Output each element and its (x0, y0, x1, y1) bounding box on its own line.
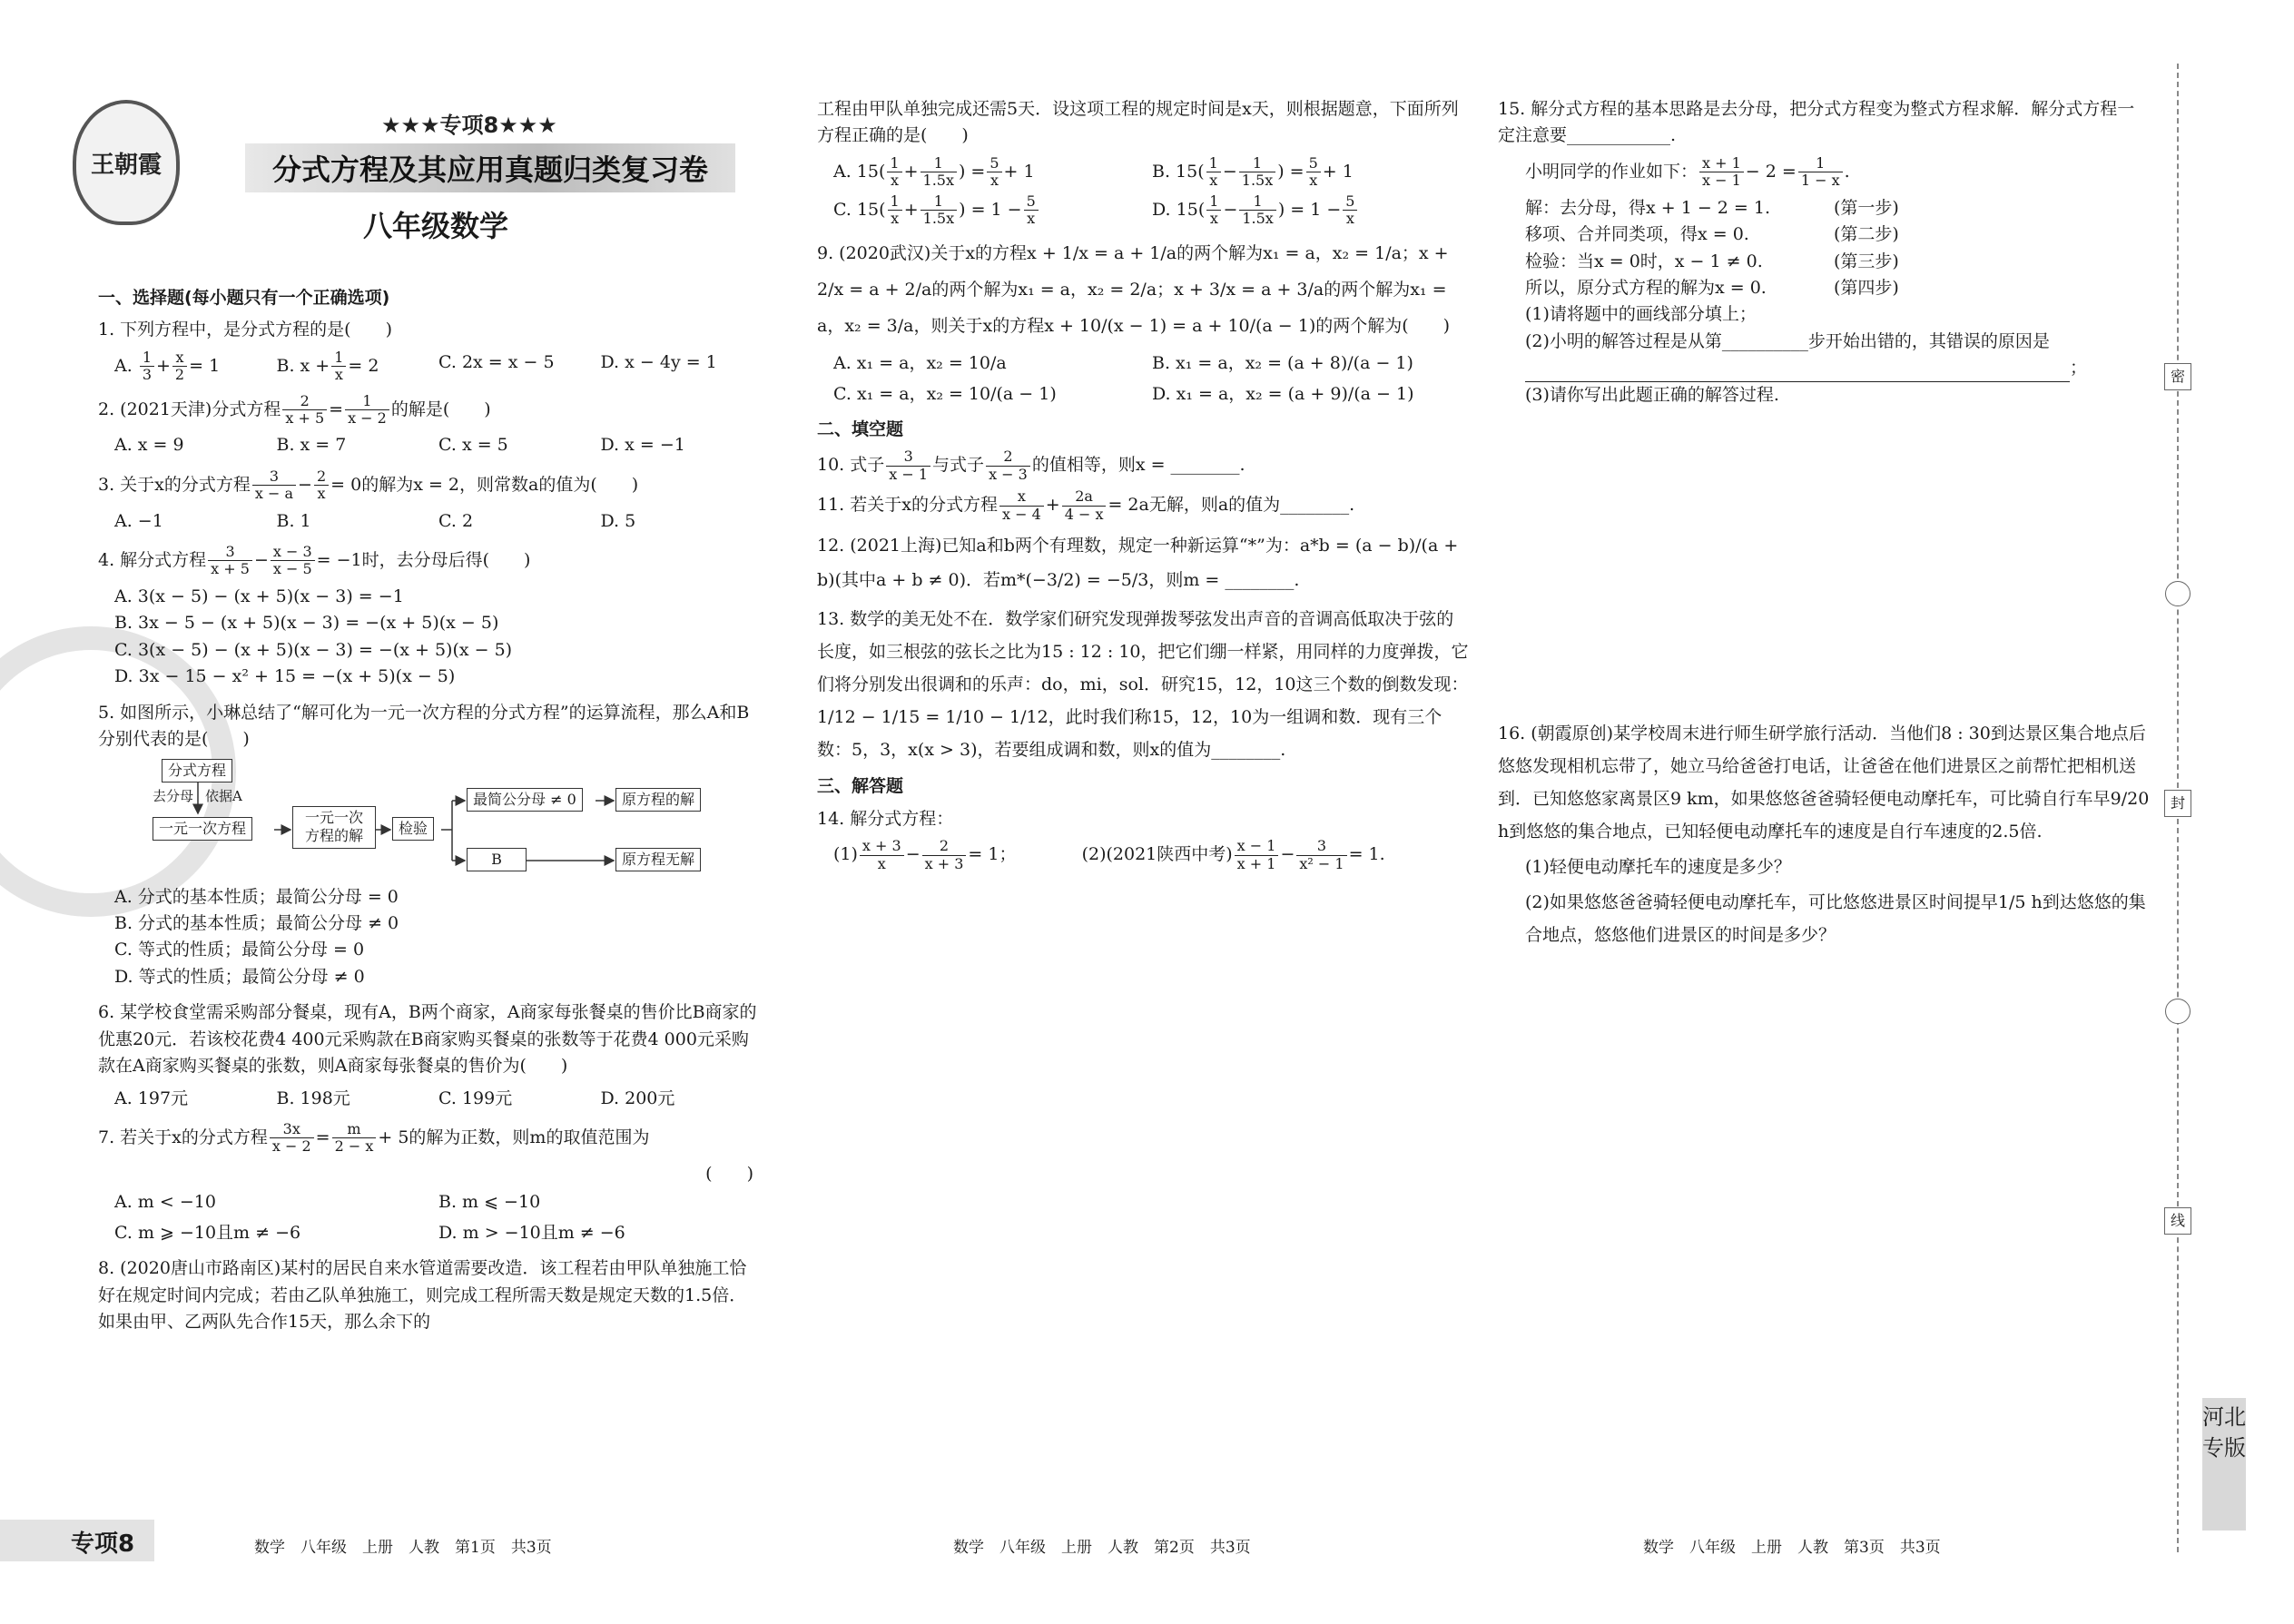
section-choice: 一、选择题(每小题只有一个正确选项) (98, 288, 390, 308)
question-14-parts: (1) $\frac{x + 3}{x}$ − $\frac{2}{x + 3}$ = 1； (2)(2021陕西中考) $\frac{x - 1}{x + 1}$ − $\frac{3}{\text{x² − 1}}$ = 1. (833, 837, 1385, 872)
seal-dot-icon (2165, 999, 2191, 1024)
question-5: 5. 如图所示，小琳总结了“解可化为一元一次方程的分式方程”的运算流程，那么A和B分别代表的是( ) (98, 702, 750, 750)
option: D. x₁ = a，x₂ = (a + 9)/(a − 1) (1152, 383, 1414, 404)
q15-steps (1525, 195, 2151, 409)
option: B. x + $\frac{1}{x}$ = 2 (276, 348, 379, 384)
footer-page-1: 数学 八年级 上册 人教 第1页 共3页 (254, 1539, 552, 1557)
question-15: 15. 解分式方程的基本思路是去分母，把分式方程变为整式方程求解．解分式方程一定注意要____________. (1498, 99, 2135, 146)
question-2: 2. (2021天津)分式方程 $\frac{2}{x + 5}$ = $\frac{1}{x - 2}$ 的解是( ) (98, 391, 491, 428)
option: A. x₁ = a，x₂ = 10/a (833, 353, 1007, 374)
option: D. 3x − 15 − x² + 15 = −(x + 5)(x − 5) (114, 666, 456, 687)
option: D. 等式的性质；最简公分母 ≠ 0 (114, 966, 365, 987)
q3-options (114, 508, 763, 535)
flow-box-fractional-equation: 分式方程 (162, 759, 232, 783)
option: B. 分式的基本性质；最简公分母 ≠ 0 (114, 912, 399, 933)
q9-options (833, 350, 1471, 408)
step-row: 移项、合并同类项，得x = 0. (第二步) (1525, 224, 1899, 245)
option: D. 15( $\frac{1}{x}$ − $\frac{1}{1.5x}$ ) = 1 − $\frac{5}{x}$ (1152, 193, 1471, 228)
option: A. 分式的基本性质；最简公分母 = 0 (114, 886, 399, 907)
option: A. $\frac{1}{3}$ + $\frac{x}{2}$ = 1 (114, 348, 221, 384)
option: C. x₁ = a，x₂ = 10/(a − 1) (833, 383, 1057, 404)
question-14: 14. 解分式方程： (817, 808, 954, 829)
title-banner (245, 143, 735, 192)
question-12: 12. (2021上海)已知a和b两个有理数，规定一种新运算“*”为：a*b = (a − b)/(a + b)(其中a + b ≠ 0)．若m*(−3/2) = −5/3，则m = ________. (817, 535, 1459, 590)
q15-sub-1: (1)请将题中的画线部分填上； (1525, 304, 1757, 325)
question-16: 16. (朝霞原创)某学校周末进行师生研学旅行活动．当他们8 : 30到达景区集合地点后悠悠发现相机忘带了，她立马给爸爸打电话，让爸爸在他们进景区之前帮忙把相机送到．已知悠悠家离景区9 km，如果悠悠爸爸骑轻便电动摩托车，可比骑自行车早9/20 h到悠悠的集合地点，已知轻便电动摩托车的速度是自行车速度的2.5倍. (1498, 723, 2150, 842)
question-1: 1. 下列方程中，是分式方程的是( ) (98, 320, 392, 340)
question-10: 10. 式子 $\frac{3}{x - 1}$ 与式子 $\frac{2}{x - 3}$ 的值相等，则x = ________. (817, 448, 1245, 483)
option: C. 2x = x − 5 (438, 351, 555, 372)
option: B. 15( $\frac{1}{x}$ − $\frac{1}{1.5x}$ ) = $\frac{5}{x}$ + 1 (1152, 153, 1354, 190)
option: C. 等式的性质；最简公分母 = 0 (114, 940, 365, 960)
question-8-cont: 工程由甲队单独完成还需5天．设这项工程的规定时间是x天，则根据题意，下面所列方程正确的是( ) (817, 99, 1459, 146)
logo-text: 王朝霞 (90, 151, 162, 179)
option: A. 15( $\frac{1}{x}$ + $\frac{1}{1.5x}$ ) = $\frac{5}{x}$ + 1 (833, 153, 1035, 190)
q2-options (114, 432, 763, 458)
q5-options (114, 884, 763, 991)
flow-box-linear-solution: 一元一次方程的解 (292, 806, 376, 850)
q7-options (114, 1189, 763, 1246)
flow-label-basis-a: 依据A (205, 787, 242, 804)
option: A. 197元 (114, 1088, 189, 1108)
q4-options (114, 584, 763, 691)
seal-dot-icon (2165, 581, 2191, 606)
flow-box-check: 检验 (392, 817, 434, 842)
seal-tag-xian: 线 (2164, 1207, 2191, 1235)
column-1 (98, 278, 763, 1341)
option: D. 200元 (600, 1088, 675, 1108)
question-9: 9. (2020武汉)关于x的方程x + 1/x = a + 1/a的两个解为x₁ = a，x₂ = 1/a；x + 2/x = a + 2/a的两个解为x₁ = a，x₂ = 2/a；x + 3/x = a + 3/a的两个解为x₁ = a，x₂ = 3/a，则关于x的方程x + 10/(x − 1) = a + 10/(a − 1)的两个解为( ) (817, 243, 1451, 337)
column-3 (1498, 96, 2151, 957)
seal-tag-feng: 封 (2164, 790, 2191, 817)
option: C. 15( $\frac{1}{x}$ + $\frac{1}{1.5x}$ ) = 1 − $\frac{5}{x}$ (833, 193, 1152, 228)
option: C. 199元 (438, 1088, 513, 1108)
step-row: 检验：当x = 0时，x − 1 ≠ 0. (第三步) (1525, 251, 1899, 271)
brand-seal-icon (73, 100, 180, 225)
page-subtitle: 八年级数学 (363, 209, 509, 243)
section-answer: 三、解答题 (817, 776, 904, 797)
question-6: 6. 某学校食堂需采购部分餐桌，现有A，B两个商家，A商家每张餐桌的售价比B商家的优惠20元．若该校花费4 400元采购款在B商家购买餐桌的张数等于花费4 000元采购款在A商家购买餐桌的张数，则A商家每张餐桌的售价为( ) (98, 1002, 757, 1077)
option: D. m > −10且m ≠ −6 (438, 1222, 625, 1243)
q7-answer-paren: ( ) (705, 1163, 753, 1184)
flow-box-linear-equation: 一元一次方程 (153, 817, 252, 842)
q8-options (833, 155, 1471, 228)
special-label: ★★★专项8★★★ (381, 113, 557, 138)
q15-homework: 小明同学的作业如下： $\frac{x + 1}{x - 1}$ − 2 = $\frac{1}{1 - x}$ . (1525, 153, 1850, 190)
option: A. −1 (114, 510, 163, 531)
option: B. x = 7 (276, 435, 347, 456)
page-title: 分式方程及其应用真题归类复习卷 (271, 153, 708, 187)
option: A. x = 9 (114, 435, 184, 456)
option: B. m ⩽ −10 (438, 1192, 541, 1213)
seal-tag-mi: 密 (2164, 363, 2191, 390)
footer-badge: 专项8 (0, 1520, 154, 1561)
option: A. 3(x − 5) − (x + 5)(x − 3) = −1 (114, 586, 404, 606)
question-4: 4. 解分式方程 $\frac{3}{x + 5}$ − $\frac{x - 3}{x - 5}$ = −1时，去分母后得( ) (98, 543, 531, 578)
q6-options (114, 1086, 763, 1112)
q16-sub-2: (2)如果悠悠爸爸骑轻便电动摩托车，可比悠悠进景区时间提早1/5 h到达悠悠的集合地点，悠悠他们进景区的时间是多少？ (1525, 891, 2146, 946)
footer-page-3: 数学 八年级 上册 人教 第3页 共3页 (1643, 1539, 1941, 1557)
option: C. 3(x − 5) − (x + 5)(x − 3) = −(x + 5)(x − 5) (114, 639, 513, 660)
question-13: 13. 数学的美无处不在．数学家们研究发现弹拨琴弦发出声音的音调高低取决于弦的长度，如三根弦的弦长之比为15 : 12 : 10，把它们绷一样紧，用同样的力度弹拨，它们将分别发出很调和的乐声：do，mi，sol．研究15，12，10这三个数的倒数发现：1/12 − 1/15 = 1/10 − 1/12，此时我们称15，12，10为一组调和数．现有三个数：5，3，x(x > 3)，若要组成调和数，则x的值为________. (817, 608, 1469, 761)
question-8: 8. (2020唐山市路南区)某村的居民自来水管道需要改造．该工程若由甲队单独施工恰好在规定时间内完成；若由乙队单独施工，则完成工程所需天数是规定天数的1.5倍．如果由甲、乙两队先合作15天，那么余下的 (98, 1258, 747, 1332)
option: D. x = −1 (600, 435, 685, 456)
option: B. 3x − 5 − (x + 5)(x − 3) = −(x + 5)(x − 5) (114, 613, 499, 634)
flow-label-clear-denominator: 去分母 (153, 787, 194, 804)
step-row: 解：去分母，得x + 1 − 2 = 1. (第一步) (1525, 197, 1899, 218)
q15-sub-2-line: ； (1525, 355, 2151, 381)
question-7: 7. 若关于x的分式方程 $\frac{3x}{x - 2}$ = $\frac{m}{2 - x}$ + 5的解为正数，则m的取值范围为 (98, 1120, 650, 1156)
q1-options (114, 349, 763, 384)
question-3: 3. 关于x的分式方程 $\frac{3}{x - a}$ − $\frac{2}{x}$ = 0的解为x = 2，则常数a的值为( ) (98, 467, 639, 503)
option: C. x = 5 (438, 435, 508, 456)
footer-page-2: 数学 八年级 上册 人教 第2页 共3页 (953, 1539, 1251, 1557)
section-fill: 二、填空题 (817, 418, 904, 439)
flow-box-original-solution: 原方程的解 (615, 788, 701, 812)
option: A. m < −10 (114, 1192, 216, 1213)
flow-box-lcd-nonzero: 最简公分母 ≠ 0 (467, 788, 583, 812)
column-2 (817, 96, 1471, 878)
flow-diagram (153, 759, 763, 877)
q15-sub-2: (2)小明的解答过程是从第__________步开始出错的，其错误的原因是 (1525, 330, 2050, 351)
question-11: 11. 若关于x的分式方程 $\frac{x}{x - 4}$ + $\frac{2a}{4 - x}$ = 2a无解，则a的值为________. (817, 487, 1355, 523)
page-header (64, 91, 753, 263)
option: D. x − 4y = 1 (600, 351, 717, 372)
option: B. 1 (276, 510, 311, 531)
option: B. 198元 (276, 1088, 350, 1108)
step-row: 所以，原分式方程的解为x = 0. (第四步) (1525, 277, 1899, 298)
option: C. 2 (438, 510, 474, 531)
q15-sub-3: (3)请你写出此题正确的解答过程. (1525, 384, 1779, 405)
edition-badge: 河北专版 (2202, 1398, 2246, 1530)
q16-sub-1: (1)轻便电动摩托车的速度是多少？ (1525, 856, 1791, 877)
flow-box-no-solution: 原方程无解 (615, 848, 701, 872)
option: C. m ⩾ −10且m ≠ −6 (114, 1222, 301, 1243)
flow-box-b: B (467, 848, 527, 872)
option: D. 5 (600, 510, 636, 531)
option: B. x₁ = a，x₂ = (a + 8)/(a − 1) (1152, 353, 1413, 374)
answer-blank[interactable] (1525, 365, 2070, 382)
